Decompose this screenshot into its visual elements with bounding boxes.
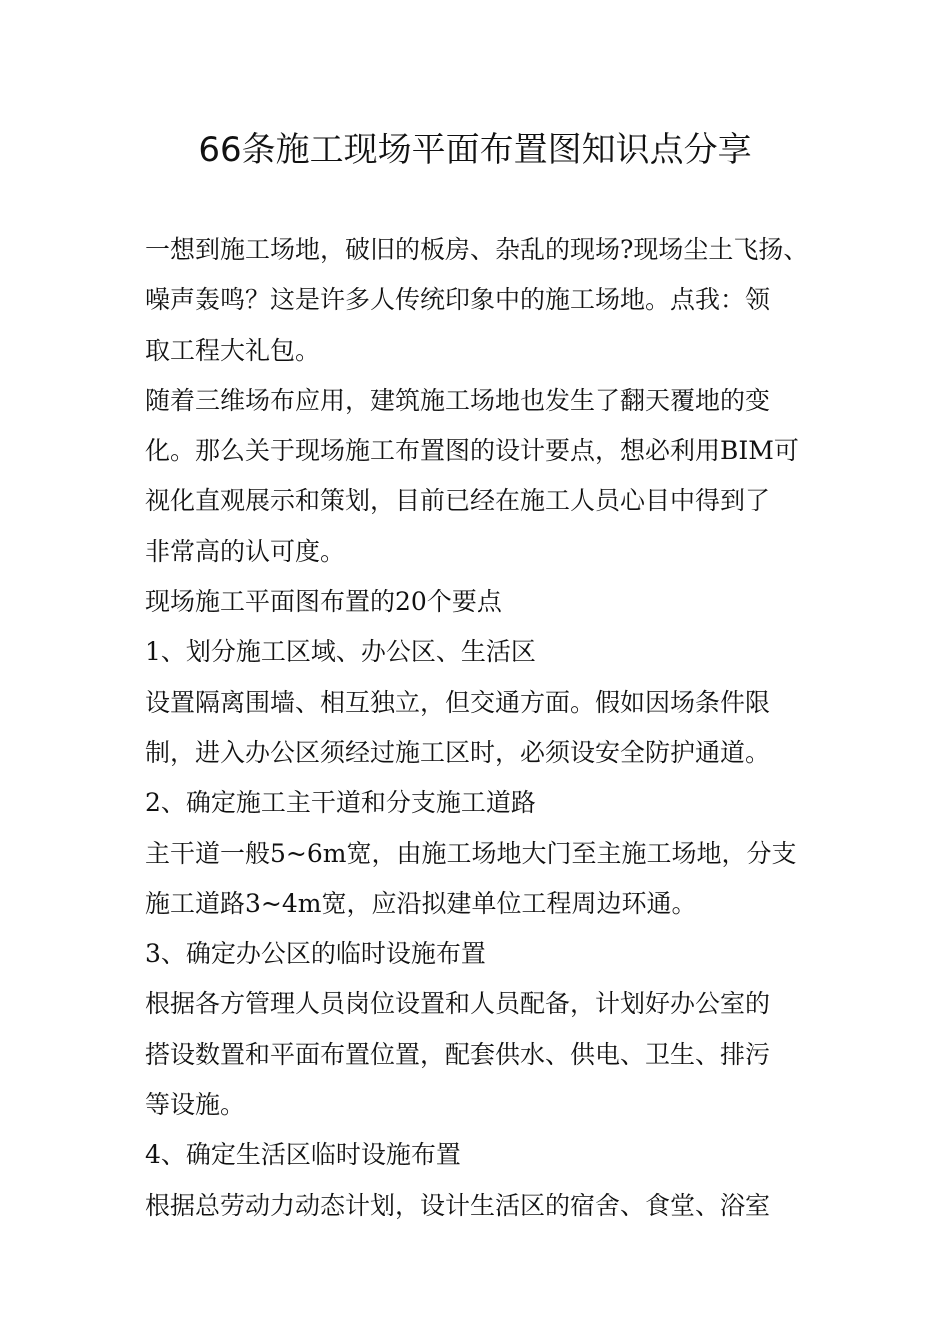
text-line-9: 1、划分施工区域、办公区、生活区 [145,637,536,667]
text-line-19: 4、确定生活区临时设施布置 [145,1140,461,1170]
text-line-6: 视化直观展示和策划，目前已经在施工人员心目中得到了 [145,486,771,516]
text-line-7: 非常高的认可度。 [145,536,346,566]
text-line-12: 2、确定施工主干道和分支施工道路 [145,788,536,818]
text-line-11: 制，进入办公区须经过施工区时，必须设安全防护通道。 [145,737,771,767]
text-line-10: 设置隔离围墙、相互独立，但交通方面。假如因场条件限 [145,687,771,717]
text-line-20: 根据总劳动力动态计划，设计生活区的宿舍、食堂、浴室 [145,1190,771,1220]
text-line-1: 一想到施工场地，破旧的板房、杂乱的现场?现场尘土飞扬、 [145,235,809,264]
document-body [145,225,825,1231]
document-title: 66条施工现场平面布置图知识点分享 [198,130,752,170]
text-line-16: 根据各方管理人员岗位设置和人员配备，计划好办公室的 [145,989,771,1019]
text-line-3: 取工程大礼包。 [145,335,321,365]
text-line-8: 现场施工平面图布置的20个要点 [145,587,502,617]
text-line-13: 主干道一般5~6m宽，由施工场地大门至主施工场地，分支 [145,838,797,868]
text-line-5: 化。那么关于现场施工布置图的设计要点，想必利用BIM可 [145,436,799,466]
text-line-2: 噪声轰鸣？这是许多人传统印象中的施工场地。点我：领 [145,285,771,315]
text-line-15: 3、确定办公区的临时设施布置 [145,939,486,969]
text-line-14: 施工道路3~4m宽，应沿拟建单位工程周边环通。 [145,888,697,918]
text-line-4: 随着三维场布应用，建筑施工场地也发生了翻天覆地的变 [145,385,771,415]
text-line-17: 搭设数置和平面布置位置，配套供水、供电、卫生、排污 [145,1039,771,1069]
text-line-18: 等设施。 [145,1090,246,1120]
